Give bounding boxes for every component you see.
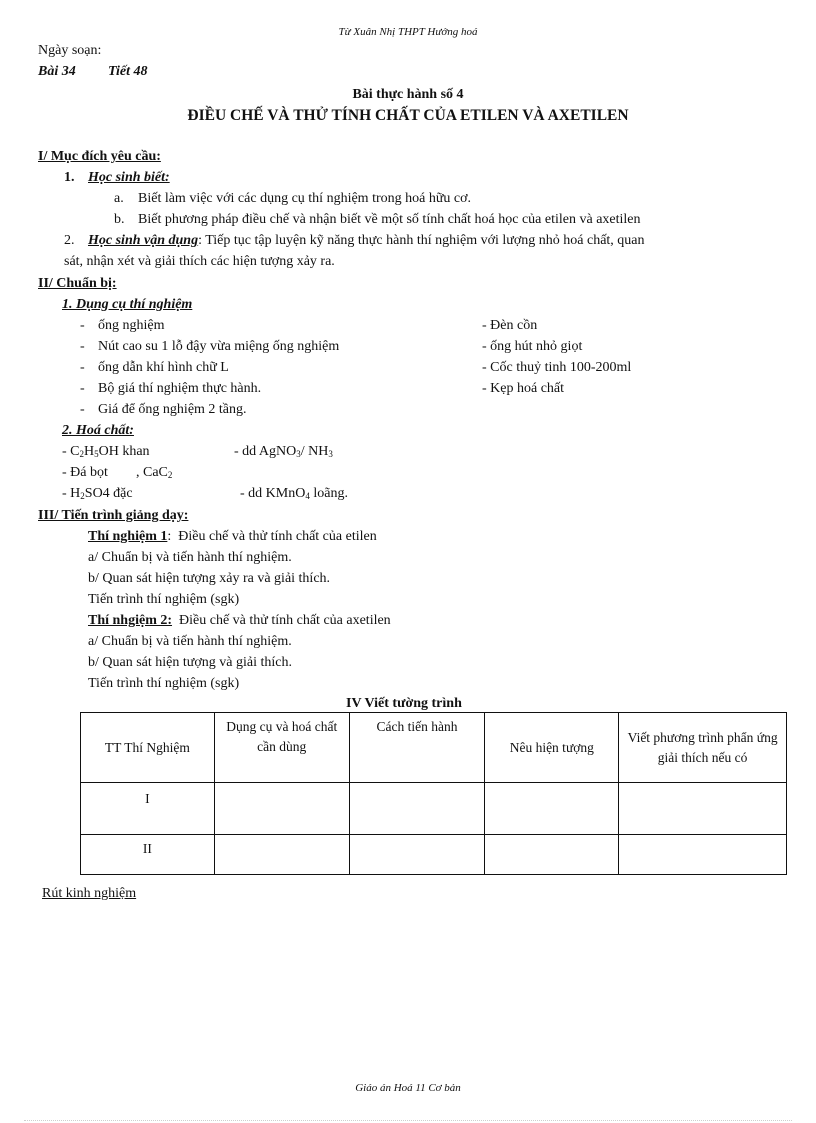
experiment-2-step-b: b/ Quan sát hiện tượng và giải thích. xyxy=(88,655,292,670)
header-equation: Viết phương trình phẩn ứng giải thích nếu có xyxy=(619,713,787,783)
item-1a-text: Biết làm việc với các dụng cụ thí nghiệm trong hoá hữu cơ. xyxy=(138,191,472,206)
chem-pumice: - Đá bọt xyxy=(62,465,108,480)
bullet-dash: - xyxy=(80,381,85,396)
equipment-right-4: - Kẹp hoá chất xyxy=(482,381,565,396)
equipment-item-3: ống dẫn khí hình chữ L xyxy=(98,360,229,375)
table-cell[interactable] xyxy=(485,835,619,875)
item-2-number: 2. xyxy=(64,233,75,248)
chem-calcium-carbide: , CaC$_2$ xyxy=(136,465,173,480)
header-phenomenon: Nêu hiện tượng xyxy=(485,713,619,783)
table-cell[interactable] xyxy=(349,835,485,875)
page-footer: Giáo án Hoá 11 Cơ bản xyxy=(355,1082,461,1094)
item-2-label: Học sinh vận dụng xyxy=(88,233,199,248)
item-1b-letter: b. xyxy=(114,212,125,227)
report-table xyxy=(80,712,787,875)
row-label: II xyxy=(81,835,215,875)
bullet-dash: - xyxy=(80,339,85,354)
section-4-heading: IV Viết tường trình xyxy=(346,696,462,711)
chem-permanganate: - dd KMnO$_4$ loãng. xyxy=(240,486,348,501)
experiment-2-step-a: a/ Chuẩn bị và tiến hành thí nghiệm. xyxy=(88,634,292,649)
experiment-1-text: Điều chế và thử tính chất của etilen xyxy=(178,529,377,544)
chemicals-heading: 2. Hoá chất: xyxy=(62,423,134,438)
lessons-learned-label: Rút kinh nghiệm xyxy=(42,886,137,901)
table-header-row xyxy=(81,713,787,783)
table-cell[interactable] xyxy=(214,835,349,875)
experiment-1-label: Thí nghiệm 1 xyxy=(88,529,168,544)
table-row xyxy=(81,783,787,835)
bullet-dash: - xyxy=(80,318,85,333)
item-2-line-2: sát, nhận xét và giải thích các hiện tượng xảy ra. xyxy=(64,254,335,269)
experiment-1-sep: : xyxy=(167,529,172,544)
item-1-label: Học sinh biết: xyxy=(88,170,170,185)
experiment-1-step-b: b/ Quan sát hiện tượng xảy ra và giải thích. xyxy=(88,571,331,586)
table-cell[interactable] xyxy=(349,783,485,835)
table-cell[interactable] xyxy=(214,783,349,835)
section-2-heading: II/ Chuẩn bị: xyxy=(38,276,117,291)
equipment-item-2: Nút cao su 1 lỗ đậy vừa miệng ống nghiệm xyxy=(98,339,340,354)
header-experiment-no: TT Thí Nghiệm xyxy=(81,713,215,783)
date-label: Ngày soạn: xyxy=(38,43,102,58)
equipment-item-1: ống nghiệm xyxy=(98,318,165,333)
bullet-dash: - xyxy=(80,402,85,417)
experiment-2-line xyxy=(88,613,391,629)
table-cell[interactable] xyxy=(619,783,787,835)
chem-ethanol: - $C_2H_5OH$ khan xyxy=(62,444,150,459)
equipment-right-2: - ống hút nhỏ giọt xyxy=(482,339,583,354)
period-number: Tiết 48 xyxy=(108,64,148,79)
header-equipment: Dụng cụ và hoá chất cần dùng xyxy=(214,713,349,783)
page-bottom-divider xyxy=(24,1120,792,1121)
item-2-line-1 xyxy=(88,233,798,249)
experiment-1-line xyxy=(88,529,377,545)
item-1a-letter: a. xyxy=(114,191,124,206)
document-title: ĐIỀU CHẾ VÀ THỬ TÍNH CHẤT CỦA ETILEN VÀ AXETILEN xyxy=(187,107,629,124)
chem-silver-nitrate: - dd AgNO$_3$/ $NH_3$ xyxy=(234,444,333,459)
header-procedure: Cách tiến hành xyxy=(349,713,485,783)
lesson-number: Bài 34 xyxy=(38,64,76,79)
practice-subtitle: Bài thực hành số 4 xyxy=(352,87,464,102)
item-1b-text: Biết phương pháp điều chế và nhận biết về một số tính chất hoá học của etilen và axetilen xyxy=(138,212,641,227)
page-header: Từ Xuân Nhị THPT Hướng hoá xyxy=(338,26,478,38)
equipment-right-1: - Đèn cồn xyxy=(482,318,538,333)
equipment-item-5: Giá để ống nghiệm 2 tầng. xyxy=(98,402,247,417)
experiment-1-step-a: a/ Chuẩn bị và tiến hành thí nghiệm. xyxy=(88,550,292,565)
bullet-dash: - xyxy=(80,360,85,375)
item-1-number: 1. xyxy=(64,170,75,185)
chem-sulfuric-acid: - $H_2SO4$ đặc xyxy=(62,486,133,501)
table-cell[interactable] xyxy=(485,783,619,835)
equipment-item-4: Bộ giá thí nghiệm thực hành. xyxy=(98,381,262,396)
table-row xyxy=(81,835,787,875)
experiment-2-procedure: Tiến trình thí nghiệm (sgk) xyxy=(88,676,240,691)
section-3-heading: III/ Tiến trình giảng dạy: xyxy=(38,508,189,523)
row-label: I xyxy=(81,783,215,835)
equipment-right-3: - Cốc thuỷ tinh 100-200ml xyxy=(482,360,632,375)
table-cell[interactable] xyxy=(619,835,787,875)
experiment-2-label: Thí nhgiệm 2: xyxy=(88,613,173,628)
equipment-heading: 1. Dụng cụ thí nghiệm xyxy=(62,297,193,312)
section-1-heading: I/ Mục đích yêu cầu: xyxy=(38,149,161,164)
item-2-text: : Tiếp tục tập luyện kỹ năng thực hành thí nghiệm với lượng nhỏ hoá chất, quan xyxy=(198,233,645,248)
experiment-2-text: Điều chế và thử tính chất của axetilen xyxy=(179,613,391,628)
experiment-1-procedure: Tiến trình thí nghiệm (sgk) xyxy=(88,592,240,607)
